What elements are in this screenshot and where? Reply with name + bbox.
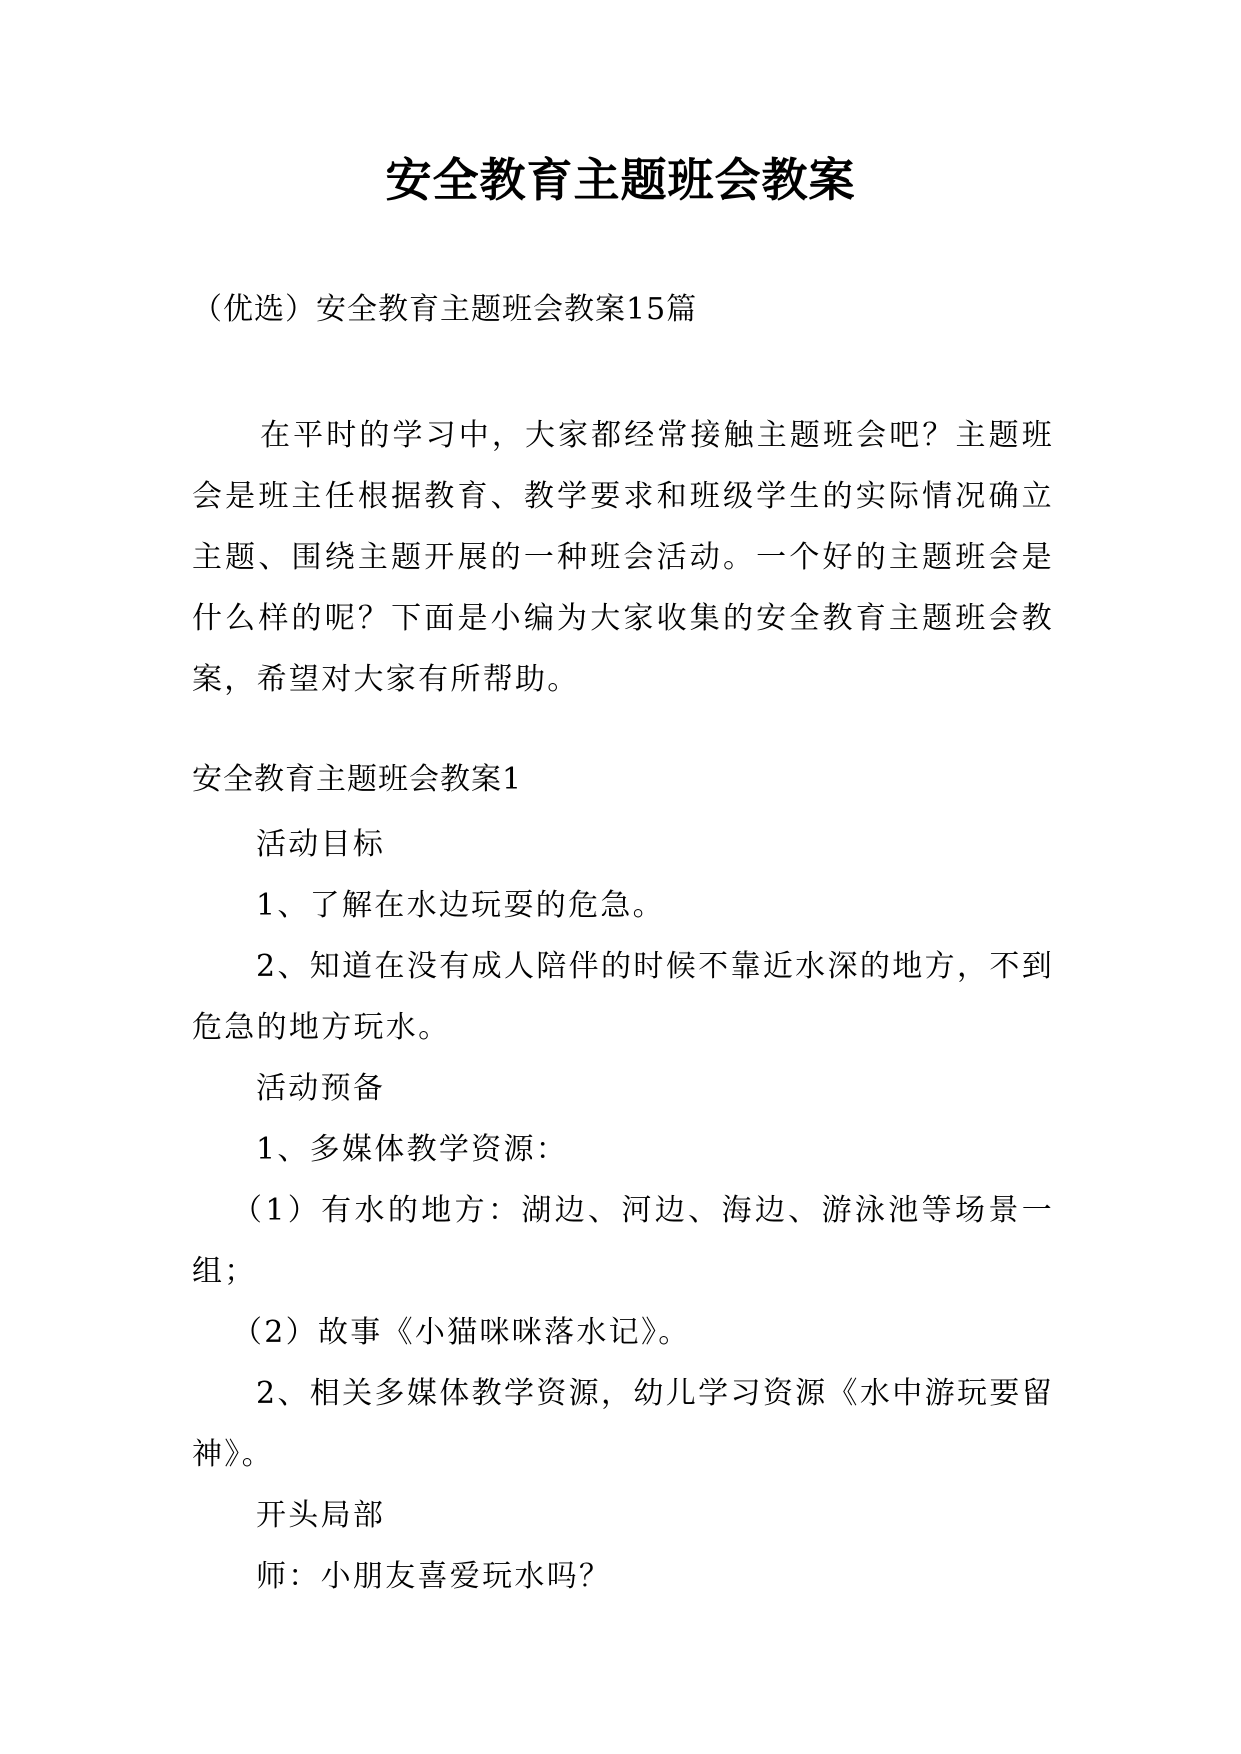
heading-opening-part: 开头局部 [256, 1498, 386, 1533]
teacher-line: 师：小朋友喜爱玩水吗？ [256, 1559, 612, 1594]
section-body [192, 814, 1054, 1607]
goal-item-1: 1、了解在水边玩耍的危急。 [256, 888, 665, 923]
intro-paragraph: 在平时的学习中，大家都经常接触主题班会吧？主题班会是班主任根据教育、教学要求和班级学生的实际情况确立主题、围绕主题开展的一种班会活动。一个好的主题班会是什么样的呢？下面是小编为大家收集的安全教育主题班会教案，希望对大家有所帮助。 [192, 418, 1054, 697]
preparation-subitem-2: （2）故事《小猫咪咪落水记》。 [232, 1315, 691, 1350]
document-subtitle: （优选）安全教育主题班会教案15篇 [192, 292, 698, 327]
heading-activity-goals: 活动目标 [256, 827, 386, 862]
section-title: 安全教育主题班会教案1 [192, 762, 523, 797]
preparation-item-2: 2、相关多媒体教学资源，幼儿学习资源《水中游玩要留神》。 [192, 1376, 1054, 1472]
goal-item-2: 2、知道在没有成人陪伴的时候不靠近水深的地方，不到危急的地方玩水。 [192, 949, 1054, 1045]
preparation-item-1: 1、多媒体教学资源： [256, 1132, 569, 1167]
preparation-subitem-1: （1）有水的地方：湖边、河边、海边、游泳池等场景一组； [192, 1193, 1054, 1289]
document-title: 安全教育主题班会教案 [385, 153, 856, 207]
heading-activity-preparation: 活动预备 [256, 1071, 386, 1106]
